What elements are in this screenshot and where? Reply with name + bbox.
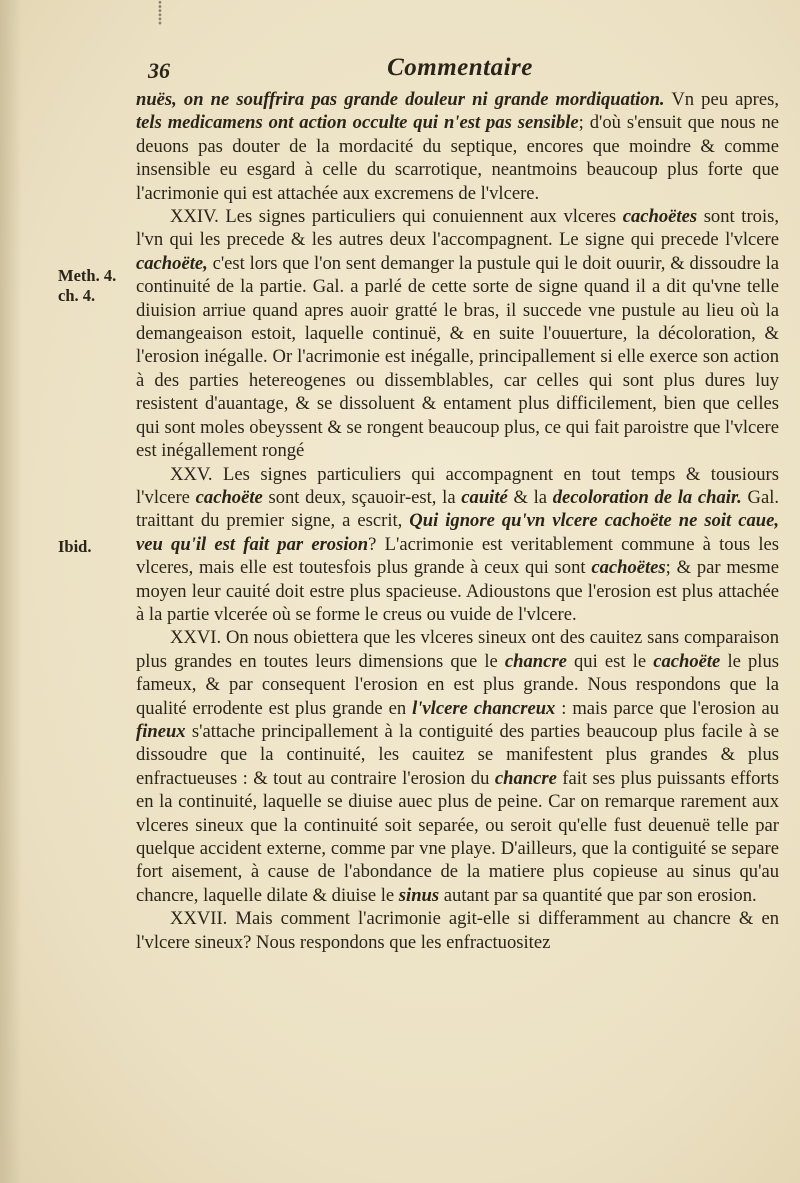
italic-run: chancre	[504, 650, 567, 672]
italic-run: decoloration de la chair.	[552, 486, 742, 508]
italic-run: tels medicamens ont action occulte qui n'est pas sensible	[136, 112, 579, 134]
paragraph-26	[136, 626, 779, 907]
text-run: ; & par mesme moyen leur cauité doit estre plus spacieuse. Adioustons que l'erosion est plus attachée à la partie vlcerée où se forme le creus ou vuide de l'vlcere.	[136, 557, 779, 625]
italic-run: cachoëte,	[136, 252, 208, 274]
paragraph-24	[136, 205, 779, 462]
text-run: ? L'acrimonie est veritablement commune à tous les vlceres, mais elle est toutesfois plus grande à ceux qui sont	[136, 533, 779, 579]
text-run: sont trois, l'vn qui les precede & les autres deux l'accompagnent. Le signe qui precede l'vlcere	[136, 206, 780, 251]
body-text	[136, 88, 779, 954]
text-run: ; d'où s'ensuit que nous ne deuons pas douter de la mordacité du septique, encores que moindre & comme insensible eu esgard à celle du scarrotique, neantmoins beaucoup plus forte que l'acrimonie qui est attachée aux excremens de l'vlcere.	[136, 112, 779, 204]
italic-run: l'vlcere chancreux	[412, 697, 556, 719]
italic-run: nuës, on ne souffrira pas grande douleur ni grande mordiquation.	[136, 89, 665, 110]
italic-run: cachoëte	[653, 650, 721, 672]
text-run: qui est le	[566, 650, 654, 672]
margin-note-ibid: Ibid.	[58, 537, 92, 556]
page-number: 36	[148, 58, 170, 83]
text-run: autant par sa quantité que par son erosion.	[439, 884, 757, 906]
italic-run: fineux	[136, 720, 186, 742]
text-run: c'est lors que l'on sent demanger la pustule qui le doit ouurir, & dissoudre la continuité de la partie. Gal. a parlé de cette sorte de signe quand il a dit qu'vne telle diuision arriue quand apres auoir gratté le bras, il succede vne pustule au lieu où la demangeaison estoit, laquelle continuë, & en suite l'ouuerture, la décoloration, & l'erosion inégalle. Or l'acrimonie est inégalle, principallement si elle exerce son action à des parties hetereogenes ou dissemblables, car celles qui sont plus dures luy resistent d'auantage, & se dissoluent & entament plus difficilement, bien que celles qui sont moles obeyssent & se rongent beaucoup plus, ce qui fait paroistre que l'vlcere est inégallement rongé	[136, 252, 779, 462]
italic-run: Qui ignore qu'vn vlcere cachoëte ne soit caue, veu qu'il est fait par erosion	[136, 510, 779, 555]
paragraph-intro	[136, 88, 779, 205]
text-run: : mais parce que l'erosion au	[555, 697, 779, 719]
page-header	[140, 52, 780, 88]
text-run: XXIV. Les signes particuliers qui conuiennent aux vlceres	[170, 206, 623, 228]
italic-run: cauité	[461, 486, 508, 508]
italic-run: cachoëtes	[591, 557, 666, 579]
running-title: Commentaire	[387, 54, 533, 81]
paragraph-25	[136, 463, 779, 627]
text-run: & la	[507, 486, 553, 508]
text-run: XXVII. Mais comment l'acrimonie agit-elle si differamment au chancre & en l'vlcere sineux? Nous respondons que les enfractuositez	[136, 908, 779, 953]
text-run: s'attache principallement à la contiguité des parties beaucoup plus facile à se dissoudre que la continuité, les cauitez se manifestent plus grandes & plus enfractueuses : & tout au contraire l'erosion du	[136, 720, 779, 789]
text-run: XXV. Les signes particuliers qui accompagnent en tout temps & tousiours l'vlcere	[136, 463, 779, 508]
text-run: sont deux, sçauoir-est, la	[262, 486, 462, 508]
text-run: XXVI. On nous obiettera que les vlceres sineux ont des cauitez sans comparaison plus grandes en toutes leurs dimensions que le	[136, 627, 779, 672]
italic-run: sinus	[398, 884, 440, 906]
paragraph-27	[136, 907, 779, 954]
text-run: Vn peu apres,	[664, 89, 780, 110]
italic-run: chancre	[494, 767, 557, 789]
text-run: Gal. traittant du premier signe, a escrit,	[136, 486, 780, 532]
ink-smudge-mark: ⸽	[157, 0, 163, 25]
italic-run: cachoëte	[195, 486, 263, 508]
text-run: fait ses plus puissants efforts en la continuité, laquelle se diuise auec plus de peine. Car on remarque rarement aux vlceres sineux que la continuité soit separée, ou seroit qu'elle fust deuenuë telle par quelque accident externe, comme par vne playe. D'ailleurs, que la contiguité se separe fort aisement, à cause de l'abondance de la matiere plus copieuse au sinus qu'au chancre, laquelle dilate & diuise le	[136, 767, 779, 906]
text-run: le plus fameux, & par consequent l'erosion en est plus grande. Nous respondons que la qualité errodente est plus grande en	[136, 650, 779, 719]
italic-run: cachoëtes	[622, 206, 698, 228]
page-binding-shadow	[0, 0, 22, 1183]
margin-note-meth: Meth. 4. ch. 4.	[58, 266, 117, 305]
